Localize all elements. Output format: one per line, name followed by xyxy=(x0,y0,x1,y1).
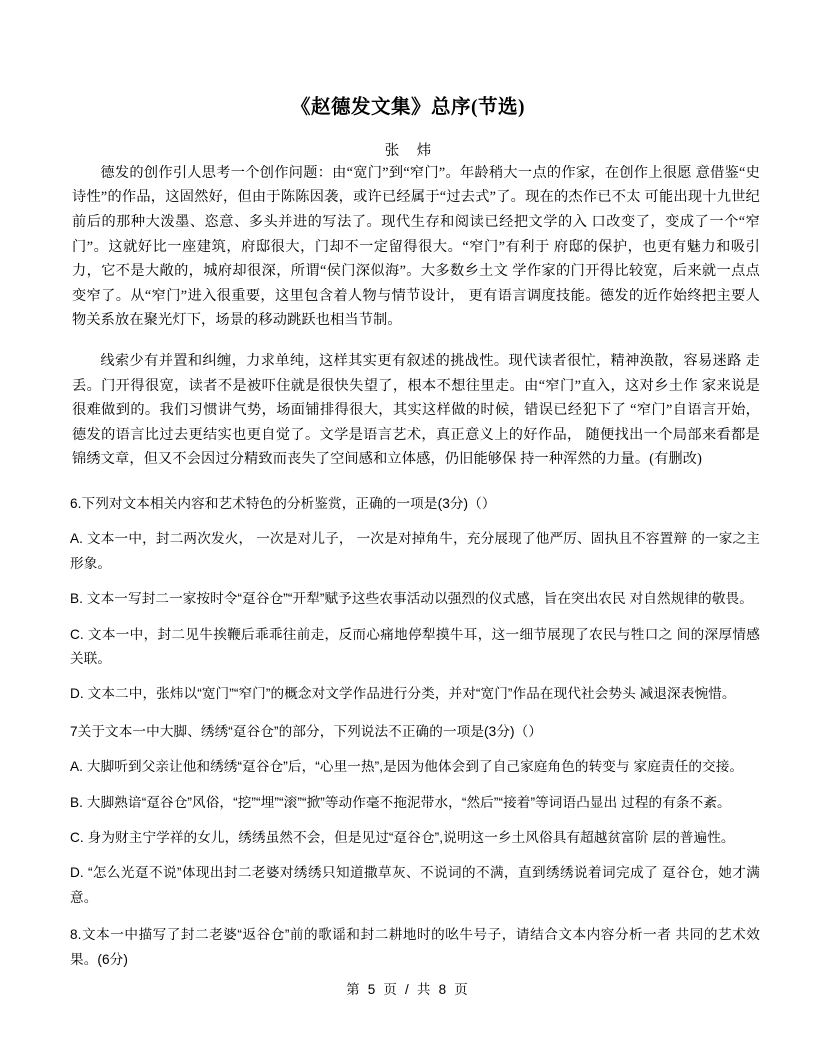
question-6-option-b[interactable]: B. 文本一写封二一家按时令“趸谷仓”“开犁”赋予这些农事活动以强烈的仪式感，旨在突出农民 对自然规律的敬畏。 xyxy=(70,591,753,607)
page-title: 《赵德发文集》总序(节选) xyxy=(291,97,525,118)
question-stem-6: 6.下列对文本相关内容和艺术特色的分析鉴赏，正确的一项是(3分)（） xyxy=(70,495,496,511)
passage-paragraph: 德发的创作引人思考一个创作问题：由“宽门”到“窄门”。年龄稍大一点的作家，在创作上很愿 意借鉴“史诗性”的作品，这固然好，但由于陈陈因袭，或许已经属于“过去式”了。现在的杰作已不太 可能出现十九世纪前后的那种大泼墨、恣意、多头并进的写法了。现代生存和阅读已经把文学的入 口改变了，变成了一个“窄门”。这就好比一座建筑，府邸很大，门却不一定留得很大。“窄门”有利于 府邸的保护，也更有魅力和吸引力，它不是大敞的，城府却很深，所谓“侯门深似海”。大多数乡土文 学作家的门开得比较宽，后来就一点点变窄了。从“窄门”进入很重要，这里包含着人物与情节设计， 更有语言调度技能。德发的近作始终把主要人物关系放在聚光灯下，场景的移动跳跃也相当节制。 xyxy=(72,164,760,329)
question-7-option-c[interactable]: C. 身为财主宁学祥的女儿，绣绣虽然不会，但是见过“趸谷仓”,说明这一乡土风俗具有超越贫富阶 层的普遍性。 xyxy=(70,829,735,845)
question-stem-8: 8.文本一中描写了封二老婆“返谷仓”前的歌谣和封二耕地时的吆牛号子，请结合文本内容分析一者 共同的艺术效果。(6分) xyxy=(70,927,760,967)
question-6-option-a[interactable]: A. 文本一中，封二两次发火， 一次是对儿子， 一次是对掉角牛，充分展现了他严厉、固执且不容置辩 的一家之主形象。 xyxy=(70,531,760,571)
passage-paragraph: 线索少有并置和纠缠，力求单纯，这样其实更有叙述的挑战性。现代读者很忙，精神涣散，容易迷路 走丢。门开得很宽，读者不是被吓住就是很快失望了，根本不想往里走。由“窄门”直入，这对乡土作 家来说是很难做到的。我们习惯讲气势，场面铺排得很大，其实这样做的时候，错误已经犯下了 “窄门”自语言开始，德发的语言比过去更结实也更自觉了。文学是语言艺术，真正意义上的好作品， 随便找出一个局部来看都是锦绣文章，但又不会因过分精致而丧失了空间感和立体感，仍旧能够保 持一种浑然的力量。(有删改) xyxy=(72,352,760,468)
author-name: 张 炜 xyxy=(384,143,439,160)
question-7-option-d[interactable]: D. “怎么光趸不说”体现出封二老婆对绣绣只知道撒草灰、不说词的不满，直到绣绣说着词完成了 趸谷仓，她才满意。 xyxy=(70,865,760,905)
question-stem-7: 7关于文本一中大脚、绣绣“趸谷仓”的部分，下列说法不正确的一项是(3分)（） xyxy=(70,723,543,739)
passage-body xyxy=(0,161,816,472)
question-6-option-d[interactable]: D. 文本二中，张炜以“宽门”“窄门”的概念对文学作品进行分类，并对“宽门”作品在现代社会势头 减退深表惋惜。 xyxy=(70,686,736,702)
page-footer: 第 5 页 / 共 8 页 xyxy=(346,982,470,997)
question-list xyxy=(0,492,816,972)
question-6-option-c[interactable]: C. 文本一中，封二见牛挨鞭后乖乖往前走，反而心痛地停犁摸牛耳，这一细节展现了农民与牲口之 间的深厚情感关联。 xyxy=(70,626,760,666)
question-7-option-b[interactable]: B. 大脚熟谙“趸谷仓”风俗，“挖”“埋”“滚”“掀”等动作毫不拖泥带水，“然后”“接着”等词语凸显出 过程的有条不紊。 xyxy=(70,794,731,810)
question-7-option-a[interactable]: A. 大脚听到父亲让他和绣绣“趸谷仓”后，“心里一热”,是因为他体会到了自己家庭角色的转变与 家庭责任的交接。 xyxy=(70,759,744,775)
